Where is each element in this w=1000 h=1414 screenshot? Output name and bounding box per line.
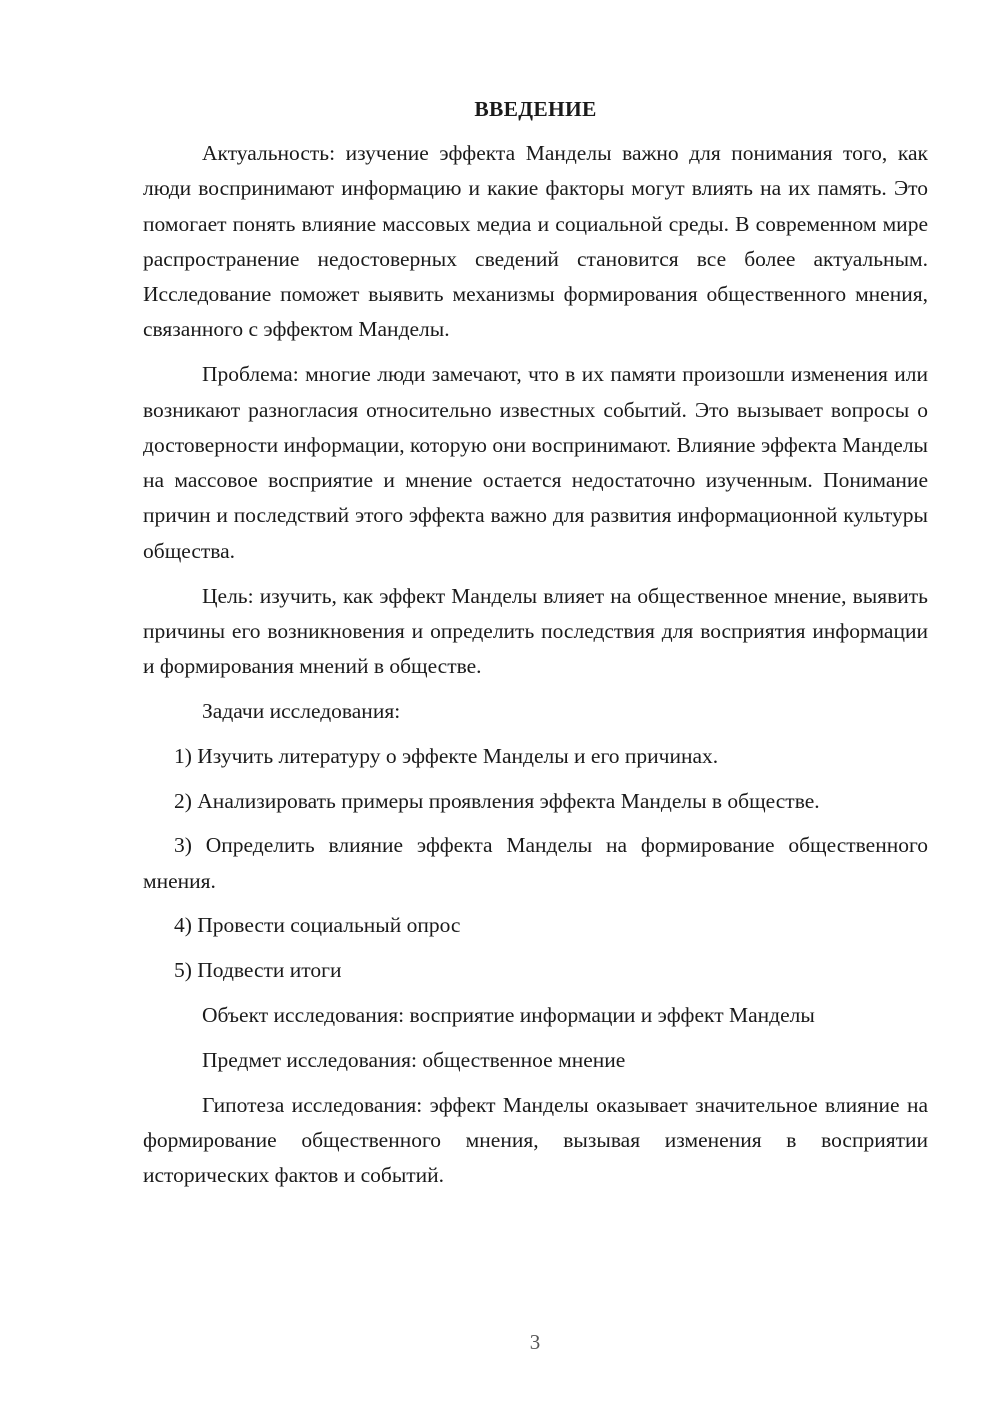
task-item-5: 5) Подвести итоги: [174, 958, 342, 983]
task-item-3: 3) Определить влияние эффекта Манделы на формирование общественного мнения.: [143, 833, 928, 893]
section-heading: ВВЕДЕНИЕ: [474, 97, 597, 121]
subject-paragraph: Предмет исследования: общественное мнение: [202, 1047, 626, 1072]
page-number: 3: [529, 1330, 541, 1354]
task-item-1: 1) Изучить литературу о эффекте Манделы и его причинах.: [174, 743, 719, 768]
relevance-paragraph: Актуальность: изучение эффекта Манделы важно для понимания того, как люди воспринимают информацию и какие факторы могут влиять на их память. Это помогает понять влияние массовых медиа и социальной среды. В современном мире распространение недостоверных сведений становится все более актуальным. Исследование поможет выявить механизмы формирования общественного мнения, связанного с эффектом Манделы.: [143, 141, 928, 342]
task-item-2: 2) Анализировать примеры проявления эффекта Манделы в обществе.: [174, 788, 820, 813]
problem-paragraph: Проблема: многие люди замечают, что в их памяти произошли изменения или возникают разногласия относительно известных событий. Это вызывает вопросы о достоверности информации, которую они воспринимают. Влияние эффекта Манделы на массовое восприятие и мнение остается недостаточно изученным. Понимание причин и последствий этого эффекта важно для развития информационной культуры общества.: [143, 362, 928, 563]
task-item-4: 4) Провести социальный опрос: [174, 913, 461, 938]
goal-paragraph: Цель: изучить, как эффект Манделы влияет на общественное мнение, выявить причины его возникновения и определить последствия для восприятия информации и формирования мнений в обществе.: [143, 583, 928, 679]
document-page: [143, 92, 928, 1203]
object-paragraph: Объект исследования: восприятие информации и эффект Манделы: [202, 1003, 815, 1028]
hypothesis-paragraph: Гипотеза исследования: эффект Манделы оказывает значительное влияние на формирование общественного мнения, вызывая изменения в восприятии исторических фактов и событий.: [143, 1092, 928, 1188]
tasks-heading: Задачи исследования:: [202, 698, 401, 723]
